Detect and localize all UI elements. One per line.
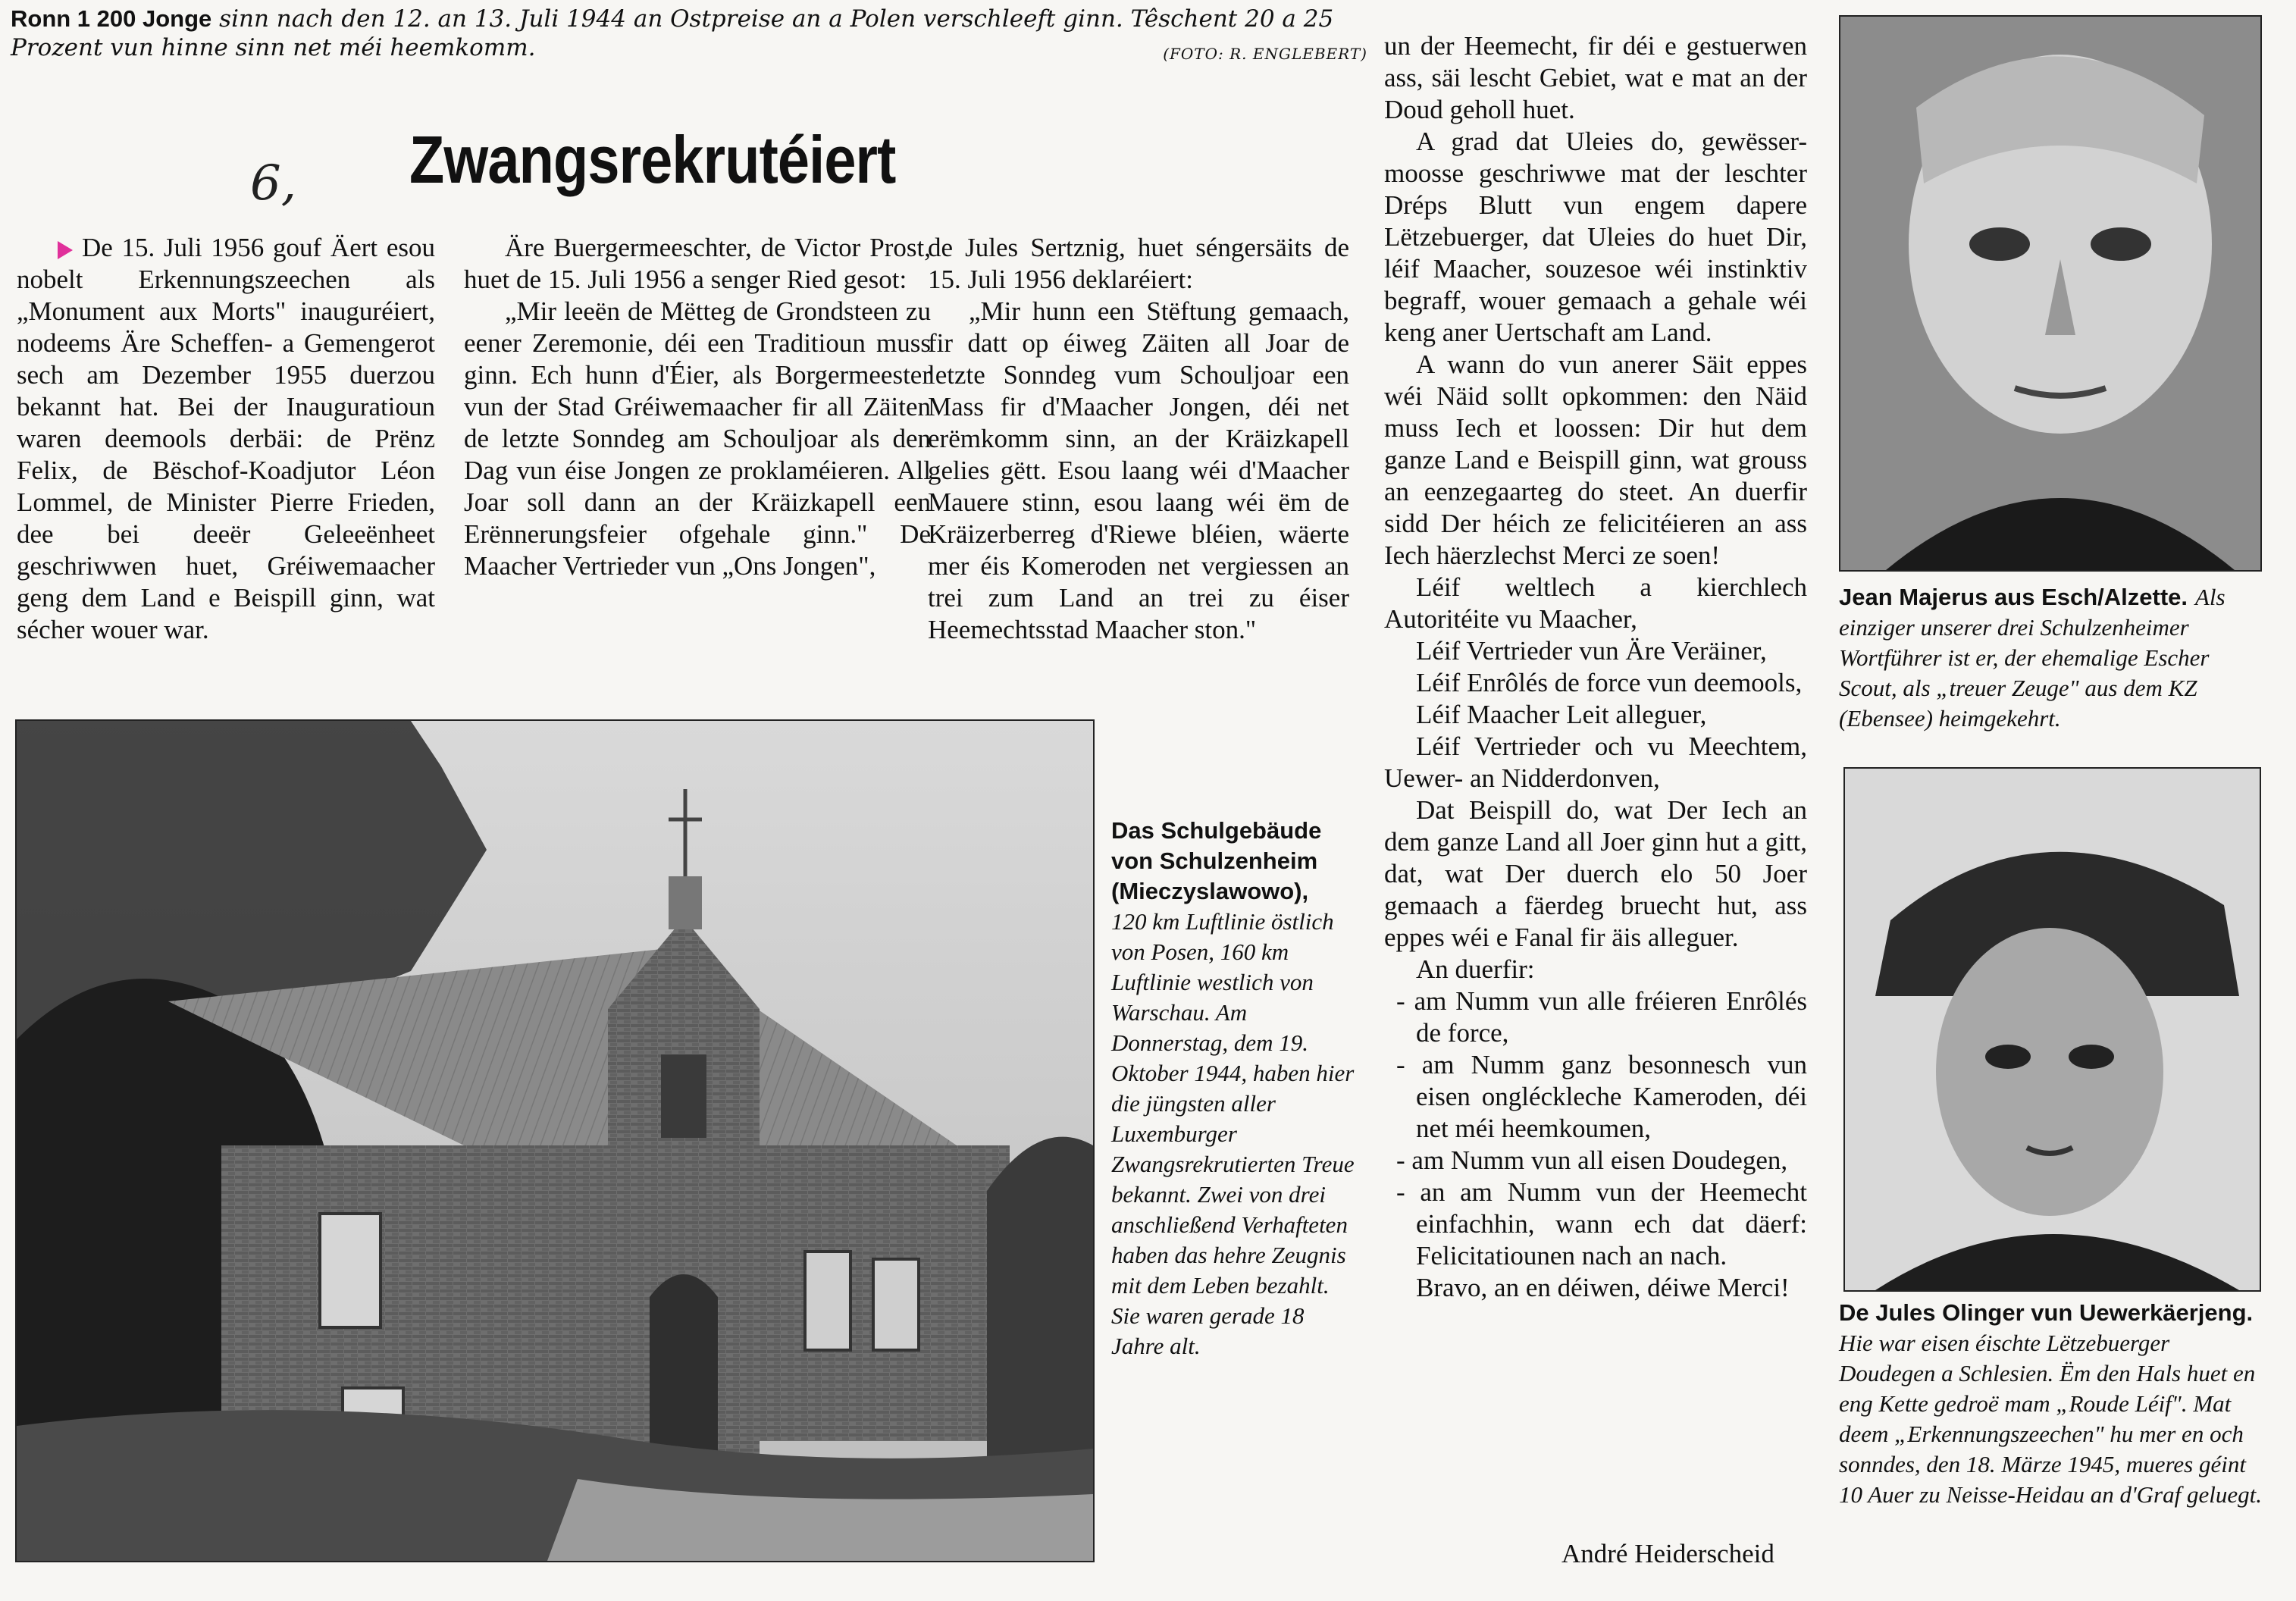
col4-paragraph: - am Numm ganz besonnesch vun eisen ongléckleche Kameroden, déi net méi heemkoumen,: [1396, 1050, 1807, 1143]
caption-lead: Ronn 1 200 Jonge: [11, 5, 212, 32]
portrait-jules-olinger: [1843, 767, 2261, 1292]
school-photo-caption: [1111, 816, 1361, 1361]
col4-paragraph: Léif Vertrieder och vu Meechtem, Uewer- an Nidderdonven,: [1384, 732, 1807, 793]
col4-paragraph: Léif weltlech a kierchlech Autoritéite vu Maacher,: [1384, 572, 1807, 634]
school-building-photo: [15, 719, 1095, 1562]
col3-para-1: de Jules Sertznig, huet séngersäits de 15. Juli 1956 deklaréiert:: [928, 233, 1349, 294]
col4-paragraph: Bravo, an en déiwen, déiwe Merci!: [1416, 1273, 1790, 1302]
col4-paragraph: Léif Enrôlés de force vun deemools,: [1416, 668, 1803, 697]
col4-paragraph: Dat Beispill do, wat Der Iech an dem ganze Land all Joer ginn hut a gitt, dat, wat Der duerch elo 50 Joer gemaach a fäerdeg bruecht hut, ass eppes wéi e Fanal fir äis alleguer.: [1384, 795, 1807, 952]
col4-paragraph: un der Heemecht, fir déi e gestuerwen ass, säi lescht Gebiet, wat e mat an der Doud geholl huet.: [1384, 31, 1807, 124]
portrait-1-caption: [1839, 582, 2271, 734]
col3-para-2: „Mir hunn een Stëftung gemaach, fir datt op éiweg Zäiten all Joar de letzte Sonndeg vum Schouljoar een Mass fir d'Maacher Jongen, déi net erëmkomm sinn, an der Kräizkapell gelies gëtt. Esou laang wéi d'Maacher Mauere stinn, esou laang wéi ëm de Kräizerberreg d'Riewe bléien, wäerte mer éis Komeroden net vergiessen an trei zum Land an trei zu éiser Heemechtsstad Maacher ston.": [928, 296, 1349, 644]
portrait-1-text: Als einziger unserer drei Schulzenheimer Wortführer ist er, der ehemalige Escher Scout, als „treuer Zeuge" aus dem KZ (Ebensee) heimgekehrt.: [1839, 584, 2226, 732]
school-building-image: [17, 721, 1093, 1561]
portrait-1-image: [1840, 17, 2260, 570]
article-column-3: [928, 232, 1349, 646]
portrait-2-title: De Jules Olinger vun Uewerkäerjeng.: [1839, 1299, 2254, 1326]
headline: Zwangsrekrutéiert: [409, 122, 896, 197]
col2-para-2: „Mir leeën de Mëtteg de Grondsteen zu eener Zeremonie, déi een Traditioun muss ginn. Ech hunn d'Éier, als Borgermeester vun der Stad Gréiwemaacher fir all Zäiten de letzte Sonndeg am Schouljoar als den Dag vun éise Jongen ze proklaméieren. All Joar soll dann an der Kräizkapell een Erënnerungsfeier ofgehale ginn." De Maacher Vertrieder vun „Ons Jongen",: [464, 296, 931, 581]
col4-paragraph: - am Numm vun alle fréieren Enrôlés de force,: [1396, 986, 1807, 1048]
col4-paragraph: An duerfir:: [1416, 954, 1535, 984]
article-column-4: [1384, 30, 1807, 1304]
col4-paragraph: - am Numm vun all eisen Doudegen,: [1396, 1145, 1788, 1175]
col4-paragraph: Léif Maacher Leit alleguer,: [1416, 700, 1707, 729]
article-column-2: [464, 232, 931, 582]
col4-paragraph: - an am Numm vun der Heemecht einfachhin, wann ech dat däerf: Felicitatiounen nach an nach.: [1396, 1177, 1807, 1270]
photo-credit: (FOTO: R. ENGLEBERT): [1163, 45, 1367, 63]
col4-paragraph: Léif Vertrieder vun Äre Veräiner,: [1416, 636, 1767, 666]
col2-para-1: Äre Buergermeeschter, de Victor Prost, huet de 15. Juli 1956 a senger Ried gesot:: [464, 233, 931, 294]
handwritten-number: 6,: [250, 155, 297, 211]
school-caption-title: Das Schulgebäude von Schulzenheim (Mieczyslawowo),: [1111, 817, 1322, 904]
caption-text: sinn nach den 12. an 13. Juli 1944 an Ostpreise an a Polen verschleeft ginn. Têschent 20 a 25 Prozent vun hinne sinn net méi heemkomm.: [11, 5, 1334, 61]
portrait-2-caption: [1839, 1298, 2271, 1510]
col4-paragraph: A wann do vun anerer Säit eppes wéi Näid sollt opkommen: den Näid muss Iech et loossen: Dir hut dem ganze Land e Beispill ginn, wat grouss an eenzegaarteg do steet. An duerfir sidd Der héich ze felicitéieren an ass Iech häerzlechst Merci ze soen!: [1384, 349, 1807, 570]
portrait-2-image: [1845, 769, 2260, 1290]
portrait-2-text: Hie war eisen éischte Lëtzebuerger Doudegen a Schlesien. Ëm den Hals huet en eng Kette gedroë mam „Roude Léif". Mat deem „Erkennungszeechen" hu mer en och sonndes, den 18. Märze 1945, mueres géint 10 Auer zu Neisse-Heidau an d'Graf geluegt.: [1839, 1330, 2262, 1508]
top-photo-caption: [11, 5, 1367, 68]
col1-text: De 15. Juli 1956 gouf Äert esou nobelt Erkennungszeechen als „Monument aux Morts" inauguréiert, nodeems Äre Scheffen- a Gemengerot sech am Dezember 1955 duerzou bekannt hat. Bei der Inauguratioun waren deemools derbäi: de Prënz Felix, de Bëschof-Koadjutor Léon Lommel, de Minister Pierre Frieden, dee bei deeër Geleeënheet geschriwwen huet, Gréiwemaacher geng dem Land e Beispill ginn, wat sécher wouer war.: [17, 233, 435, 644]
portrait-1-title: Jean Majerus aus Esch/Alzette.: [1839, 584, 2188, 610]
portrait-jean-majerus: [1839, 15, 2262, 572]
author-signature: André Heiderscheid: [1561, 1539, 1774, 1568]
col4-paragraph: A grad dat Uleies do, gewësser-moosse geschriwwe mat der leschter Dréps Blutt vun engem dapere Lëtzebuerger, dat Uleies do huet Dir, léif Maacher, souzesoe wéi instinktiv begraff, wouer gemaach a gehale wéi keng aner Uertschaft am Land.: [1384, 127, 1807, 347]
arrow-marker-icon: [58, 241, 73, 259]
article-column-1: [17, 232, 435, 646]
school-caption-text: 120 km Luftlinie östlich von Posen, 160 km Luftlinie westlich von Warschau. Am Donnerstag, dem 19. Oktober 1944, haben hier die jüngsten aller Luxemburger Zwangsrekrutierten Treue bekannt. Zwei von drei anschließend Verhafteten haben das hehre Zeugnis mit dem Leben bezahlt. Sie waren gerade 18 Jahre alt.: [1111, 908, 1355, 1359]
